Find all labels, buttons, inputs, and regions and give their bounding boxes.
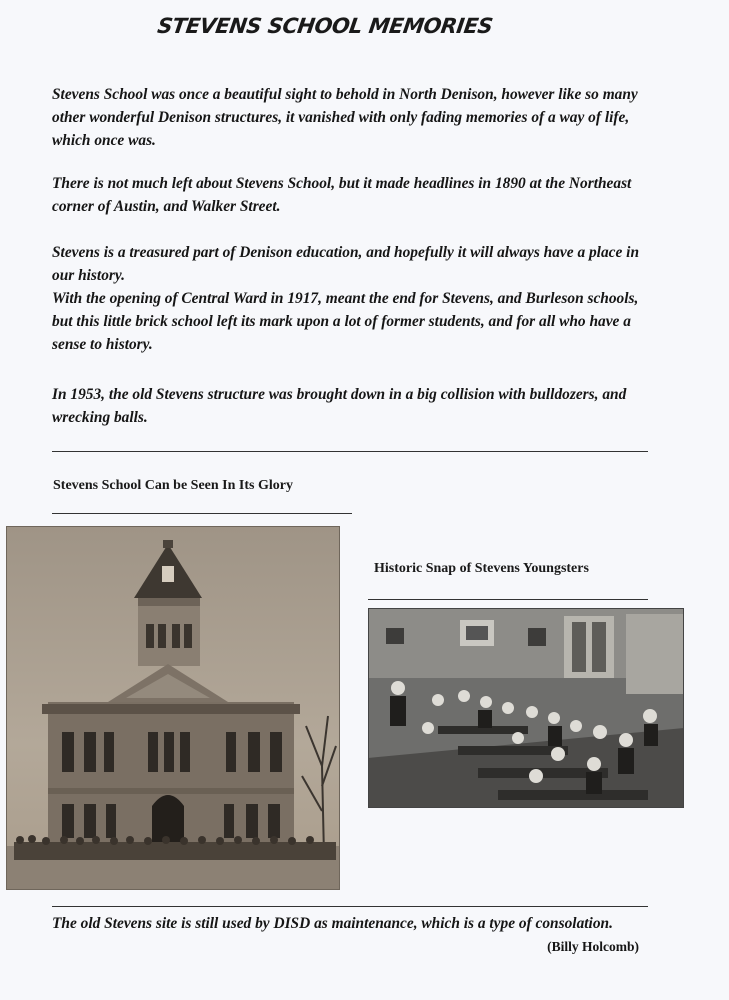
caption-youngsters-underline bbox=[368, 599, 648, 600]
stevens-youngsters-photo bbox=[368, 608, 684, 808]
paragraph-1953: In 1953, the old Stevens structure was brought down in a big collision with bulldozers, and wrecking balls. bbox=[52, 386, 627, 426]
paragraph-intro: Stevens School was once a beautiful sight to behold in North Denison, however like so many other wonderful Denison structures, it vanished with only fading memories of a way of life, which once was. bbox=[52, 86, 638, 149]
divider-bottom bbox=[52, 906, 648, 907]
caption-youngsters: Historic Snap of Stevens Youngsters bbox=[374, 561, 589, 576]
divider-top bbox=[52, 451, 648, 452]
caption-school-underline bbox=[52, 513, 352, 514]
paragraph-closing: The old Stevens site is still used by DISD as maintenance, which is a type of consolation. bbox=[52, 915, 613, 932]
paragraph-central-ward: With the opening of Central Ward in 1917, meant the end for Stevens, and Burleson schools, but this little brick school left its mark upon a lot of former students, and for all who have a sense to history. bbox=[52, 290, 639, 353]
stevens-school-photo bbox=[6, 526, 340, 890]
paragraph-headlines: There is not much left about Stevens School, but it made headlines in 1890 at the Northeast corner of Austin, and Walker Street. bbox=[52, 175, 632, 215]
caption-school: Stevens School Can be Seen In Its Glory bbox=[53, 478, 293, 493]
paragraph-treasured: Stevens is a treasured part of Denison education, and hopefully it will always have a place in our history. bbox=[52, 244, 640, 284]
page-title: STEVENS SCHOOL MEMORIES bbox=[155, 14, 495, 38]
author-signature: (Billy Holcomb) bbox=[547, 939, 639, 954]
